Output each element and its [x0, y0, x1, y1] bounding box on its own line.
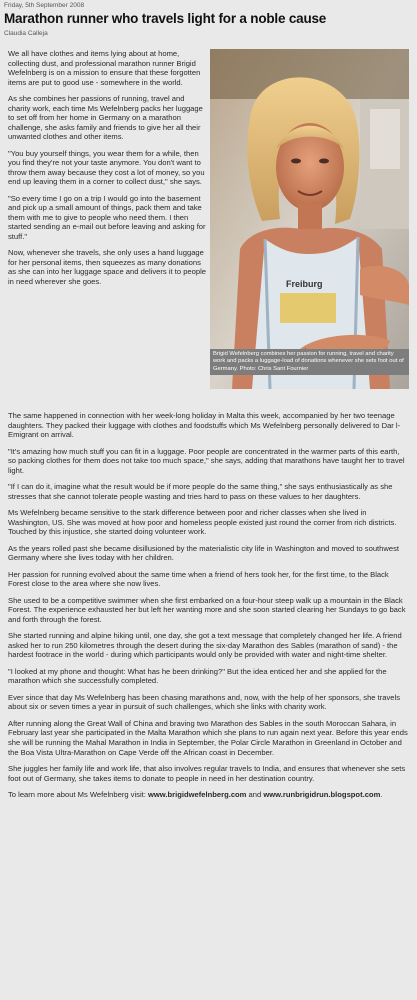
footer-suffix: .: [380, 789, 383, 799]
shirt-text: Freiburg: [286, 279, 323, 289]
paragraph: "You buy yourself things, you wear them for a while, then you find they're not your taste anymore. You don't want to throw them away because they cost a lot of money, so you end up leaving them in a corner to collect dust," she says.: [8, 148, 205, 187]
left-column: [8, 49, 206, 293]
paragraph: She started running and alpine hiking until, one day, she got a text message that completely changed her life. A friend asked her to run 250 kilometres through the desert during the six-day Marathon des Sables (marathon of sand) - the hardest footrace in the world - during which participants would only be provided with water and night-time shelter.: [8, 631, 402, 660]
paragraph: She used to be a competitive swimmer when she first embarked on a four-hour steep walk up a mountain in the Black Forest. The experience exhausted her but left her wanting more and she soon started clearing her Sundays to go back and forth through the forest.: [8, 595, 406, 624]
paragraph: As she combines her passions of running, travel and charity work, each time Ms Wefelnberg packs her luggage to set off from her home in Germany on a marathon challenge, she asks family and friends to give her all their unwanted clothes and other items.: [8, 93, 203, 142]
paragraph: Her passion for running evolved about the same time when a friend of hers took her, for the first time, to the Black Forest close to the area where she now lives.: [8, 569, 389, 589]
paragraph: "So every time I go on a trip I would go into the basement and pick up a small amount of things, pack them and take them with me to give to people who need them. I then started sending an e-mail out before leaving and asking for stuff.": [8, 193, 206, 241]
paragraph: After running along the Great Wall of China and braving two Marathon des Sables in the south Moroccan Sahara, in February last year she participated in the Malta Marathon which she plans to run again next year. Before this year ends she will be running the Mahal Marathon in India in September, the Polar Circle Marathon in Greenland in October and the Boa Vista Ultra-Marathon on Cape Verde off the African coast in December.: [8, 718, 408, 757]
website-link[interactable]: www.brigidwefelnberg.com: [147, 789, 247, 799]
runner-photo-illustration: [210, 49, 409, 389]
footer-prefix: To learn more about Ms Wefelnberg visit:: [8, 789, 148, 799]
article-title: Marathon runner who travels light for a noble cause: [4, 11, 327, 26]
article-top-section: [4, 49, 413, 411]
paragraph: The same happened in connection with her week-long holiday in Malta this week, accompanied by her two teenage daughters. They packed their luggage with clothes and foodstuffs which Ms Wefelnberg personally delivered to Dar l-Emigrant on arrival.: [8, 411, 401, 440]
paragraph: Ever since that day Ms Wefelnberg has been chasing marathons and, now, with the help of her sponsors, she travels about six or seven times a year in pursuit of such challenges, which she links with charity work.: [8, 692, 401, 712]
blog-link[interactable]: www.runbrigidrun.blogspot.com: [263, 789, 381, 799]
article-body: [4, 411, 413, 800]
paragraph: Ms Wefelnberg became sensitive to the stark difference between poor and richer classes when she lived in Washington, US. She was moved at how poor and homeless people existed just round the corner from rich districts. Touched by this injustice, she started doing volunteer work.: [8, 508, 397, 537]
paragraph: She juggles her family life and work life, that also involves regular travels to India, and ensures that whenever she sets foot out of Germany, she takes items to donate to people in need in her destination country.: [8, 763, 406, 783]
photo-caption: Brigid Wefelnberg combines her passion for running, travel and charity work and packs a luggage-load of donations whenever she sets foot out of Germany. Photo: Chris Sant Fournier: [210, 349, 409, 375]
paragraph: "I looked at my phone and thought: What has he been drinking?" But the idea enticed her and she applied for the marathon which she successfully completed.: [8, 666, 387, 686]
paragraph: "If I can do it, imagine what the result would be if more people do the same thing," she says enthusiastically as she stresses that she cannot tolerate people wasting and tries hard to pass on these values to her daughters.: [8, 482, 393, 501]
footer-paragraph: [8, 790, 409, 800]
paragraph: Now, whenever she travels, she only uses a hand luggage for her personal items, then squeezes as many donations as she can into her luggage space and delivers it to people in need wherever she goes.: [8, 248, 206, 286]
article-author: Claudia Calleja: [4, 30, 48, 37]
article-photo: [210, 49, 409, 389]
paragraph: As the years rolled past she became disillusioned by the materialistic city life in Washington and moved to southwest Germany where she lives today with her children.: [8, 543, 399, 563]
paragraph: We all have clothes and items lying about at home, collecting dust, and professional marathon runner Brigid Wefelnberg is on a mission to ensure that these forgotten items are put to good use - somewhere in the world.: [8, 49, 201, 87]
paragraph: "It's amazing how much stuff you can fit in a luggage. Poor people are concentrated in the warmer parts of this earth, so packing clothes for them does not take too much space," she says, adding that marathons have taught her to travel light.: [8, 446, 405, 475]
article-date: Friday, 5th September 2008: [4, 2, 85, 9]
footer-middle: and: [246, 789, 264, 799]
